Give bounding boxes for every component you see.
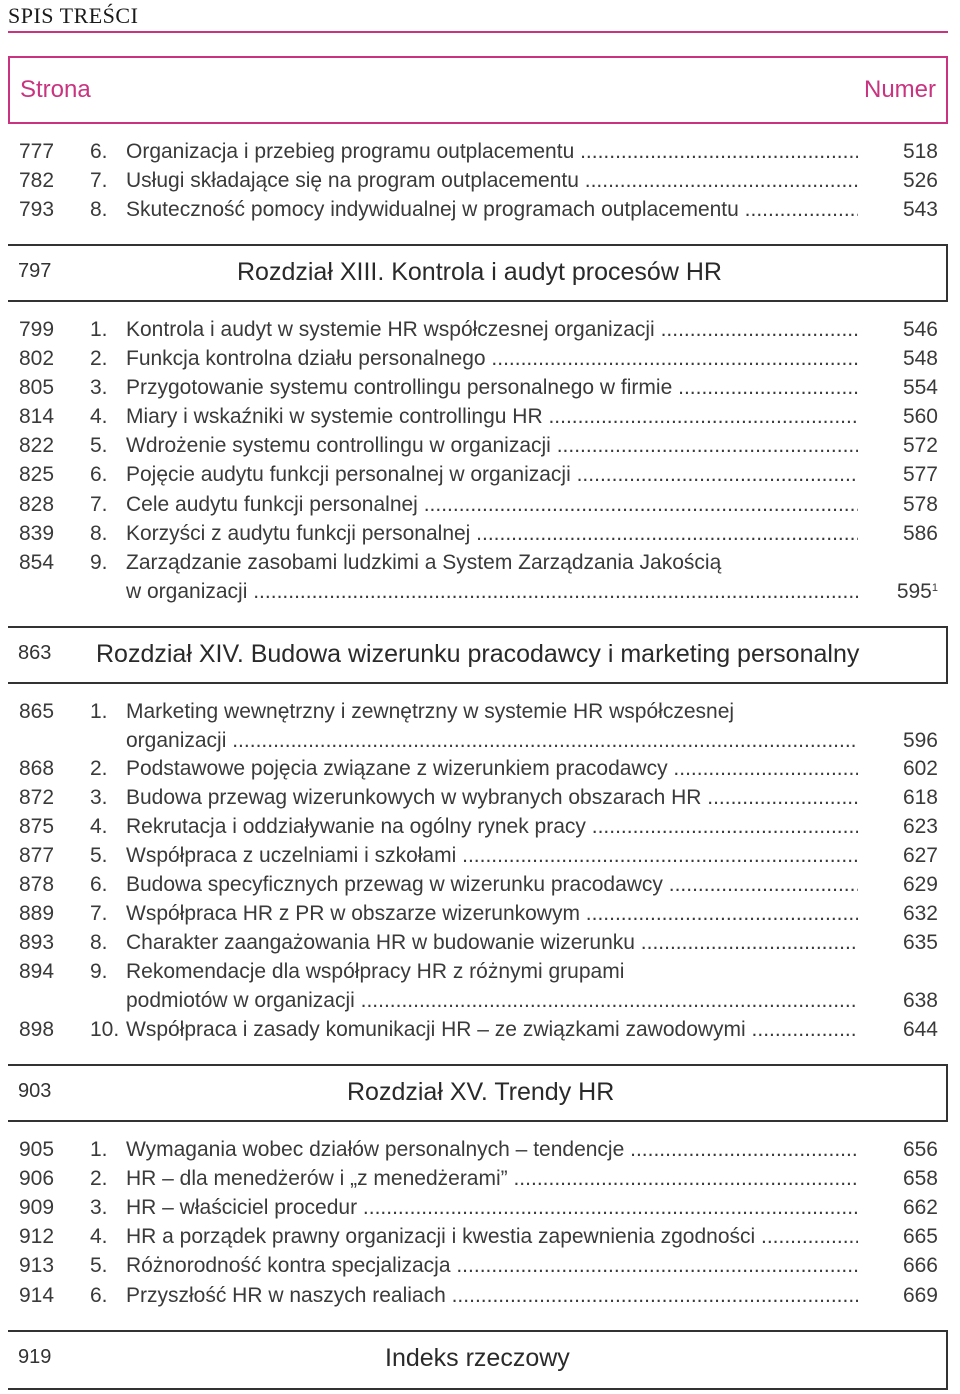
entry-title: Marketing wewnętrzny i zewnętrzny w systemie HR współczesnej bbox=[126, 700, 735, 723]
entry-strona: 822 bbox=[19, 434, 55, 457]
entry-strona: 878 bbox=[19, 873, 55, 896]
entry-numer: 554 bbox=[902, 376, 938, 399]
entry-numer: 618 bbox=[902, 786, 938, 809]
toc-entry-continuation[interactable] bbox=[0, 989, 960, 1018]
entry-index: 1. bbox=[90, 700, 108, 723]
toc-entry-continuation[interactable] bbox=[0, 580, 960, 609]
entry-title: Budowa przewag wizerunkowych w wybranych obszarach HR ..... bbox=[126, 786, 858, 810]
toc-entry[interactable] bbox=[0, 1284, 960, 1313]
entry-index: 6. bbox=[90, 873, 108, 896]
toc-entry[interactable] bbox=[0, 140, 960, 169]
entry-title: Współpraca HR z PR w obszarze wizerunkowym ..... bbox=[126, 902, 858, 926]
entry-strona: 889 bbox=[19, 902, 55, 925]
entry-strona: 905 bbox=[19, 1138, 55, 1161]
chapter-page-number: 903 bbox=[18, 1080, 52, 1102]
entry-index: 2. bbox=[90, 1167, 108, 1190]
entry-index: 8. bbox=[90, 198, 108, 221]
entry-index: 7. bbox=[90, 169, 108, 192]
entry-title-continued: w organizacji ..... bbox=[126, 580, 858, 604]
toc-entry[interactable] bbox=[0, 1167, 960, 1196]
entry-strona: 799 bbox=[19, 318, 55, 341]
entry-strona: 805 bbox=[19, 376, 55, 399]
entry-index: 10. bbox=[90, 1018, 120, 1041]
chapter-page-number: 919 bbox=[18, 1346, 52, 1368]
entry-strona: 875 bbox=[19, 815, 55, 838]
chapter-heading bbox=[8, 1330, 948, 1390]
entry-numer bbox=[903, 729, 938, 753]
entry-numer: 644 bbox=[902, 1018, 938, 1041]
entry-title: HR a porządek prawny organizacji i kwestia zapewnienia zgodności ..... bbox=[126, 1225, 858, 1249]
entry-numer: 658 bbox=[902, 1167, 938, 1190]
entry-numer bbox=[903, 989, 938, 1013]
entry-title: Organizacja i przebieg programu outplacementu ..... bbox=[126, 140, 858, 164]
entry-numer: 665 bbox=[902, 1225, 938, 1248]
entry-numer-value: 638 bbox=[902, 989, 938, 1012]
entry-index: 7. bbox=[90, 902, 108, 925]
entry-strona: 814 bbox=[19, 405, 55, 428]
header-strona: Strona bbox=[20, 76, 91, 103]
toc-entry[interactable] bbox=[0, 1254, 960, 1283]
entry-title: Budowa specyficznych przewag w wizerunku pracodawcy ..... bbox=[126, 873, 858, 897]
entry-index: 3. bbox=[90, 1196, 108, 1219]
entry-numer-value: 595 bbox=[896, 580, 932, 603]
entry-title: Pojęcie audytu funkcji personalnej w organizacji ..... bbox=[126, 463, 858, 487]
entry-title: Rekrutacja i oddziaływanie na ogólny rynek pracy ..... bbox=[126, 815, 858, 839]
entry-title: Wdrożenie systemu controllingu w organizacji ..... bbox=[126, 434, 858, 458]
entry-title: HR – właściciel procedur ..... bbox=[126, 1196, 858, 1220]
toc-entry[interactable] bbox=[0, 169, 960, 198]
entry-numer: 518 bbox=[902, 140, 938, 163]
entry-title: Współpraca z uczelniami i szkołami ..... bbox=[126, 844, 858, 868]
entry-index: 9. bbox=[90, 960, 108, 983]
entry-title: Cele audytu funkcji personalnej ..... bbox=[126, 493, 858, 517]
entry-strona: 914 bbox=[19, 1284, 55, 1307]
entry-title-continued: podmiotów w organizacji ..... bbox=[126, 989, 858, 1013]
entry-strona: 777 bbox=[19, 140, 55, 163]
column-header bbox=[8, 56, 948, 124]
entry-numer: 602 bbox=[902, 757, 938, 780]
entry-title: Podstawowe pojęcia związane z wizerunkiem pracodawcy ..... bbox=[126, 757, 858, 781]
toc-entry[interactable] bbox=[0, 700, 960, 729]
entry-numer: 560 bbox=[902, 405, 938, 428]
entry-numer: 662 bbox=[902, 1196, 938, 1219]
entry-numer: 543 bbox=[902, 198, 938, 221]
entry-numer: 629 bbox=[902, 873, 938, 896]
entry-index: 6. bbox=[90, 463, 108, 486]
chapter-page-number: 863 bbox=[18, 642, 52, 664]
entry-index: 2. bbox=[90, 757, 108, 780]
toc-entry[interactable] bbox=[0, 815, 960, 844]
entry-index: 4. bbox=[90, 1225, 108, 1248]
toc-entry[interactable] bbox=[0, 551, 960, 580]
entry-index: 9. bbox=[90, 551, 108, 574]
toc-entry[interactable] bbox=[0, 405, 960, 434]
toc-entry[interactable] bbox=[0, 522, 960, 551]
entry-index: 5. bbox=[90, 1254, 108, 1277]
entry-numer: 623 bbox=[902, 815, 938, 838]
chapter-page-number: 797 bbox=[18, 260, 52, 282]
entry-strona: 906 bbox=[19, 1167, 55, 1190]
entry-index: 6. bbox=[90, 1284, 108, 1307]
entry-strona: 898 bbox=[19, 1018, 55, 1041]
toc-entry[interactable] bbox=[0, 1018, 960, 1047]
entry-title: Funkcja kontrolna działu personalnego ..... bbox=[126, 347, 858, 371]
entry-strona: 872 bbox=[19, 786, 55, 809]
title-rule bbox=[8, 31, 948, 33]
entry-index: 4. bbox=[90, 405, 108, 428]
entry-title: Miary i wskaźniki w systemie controllingu HR ..... bbox=[126, 405, 858, 429]
page-title: SPIS TREŚCI bbox=[8, 3, 139, 28]
entry-index: 5. bbox=[90, 844, 108, 867]
chapter-title[interactable]: Rozdział XIII. Kontrola i audyt procesów HR bbox=[237, 258, 722, 286]
entry-strona: 828 bbox=[19, 493, 55, 516]
entry-strona: 839 bbox=[19, 522, 55, 545]
entry-numer-value: 596 bbox=[902, 729, 938, 752]
toc-entry[interactable] bbox=[0, 376, 960, 405]
entry-strona: 793 bbox=[19, 198, 55, 221]
toc-entry[interactable] bbox=[0, 931, 960, 960]
entry-numer bbox=[897, 580, 938, 604]
entry-title: HR – dla menedżerów i „z menedżerami” ..... bbox=[126, 1167, 858, 1191]
entry-title: Przygotowanie systemu controllingu personalnego w firmie ..... bbox=[126, 376, 858, 400]
entry-numer: 666 bbox=[902, 1254, 938, 1277]
entry-index: 6. bbox=[90, 140, 108, 163]
entry-index: 3. bbox=[90, 786, 108, 809]
entry-strona: 912 bbox=[19, 1225, 55, 1248]
entry-index: 1. bbox=[90, 1138, 108, 1161]
entry-numer: 546 bbox=[902, 318, 938, 341]
toc-entry[interactable] bbox=[0, 318, 960, 347]
header-numer: Numer bbox=[863, 76, 936, 103]
entry-title: Przyszłość HR w naszych realiach ..... bbox=[126, 1284, 858, 1308]
entry-numer: 656 bbox=[902, 1138, 938, 1161]
toc-entry[interactable] bbox=[0, 902, 960, 931]
entry-footnote-mark: 1 bbox=[931, 582, 938, 594]
toc-entry[interactable] bbox=[0, 493, 960, 522]
entry-index: 8. bbox=[90, 931, 108, 954]
chapter-heading bbox=[8, 626, 948, 684]
entry-index: 4. bbox=[90, 815, 108, 838]
toc-entry[interactable] bbox=[0, 434, 960, 463]
entry-strona: 913 bbox=[19, 1254, 55, 1277]
entry-strona: 825 bbox=[19, 463, 55, 486]
entry-title: Współpraca i zasady komunikacji HR – ze związkami zawodowymi ..... bbox=[126, 1018, 858, 1042]
entry-strona: 854 bbox=[19, 551, 55, 574]
toc-entry-continuation[interactable] bbox=[0, 729, 960, 758]
entry-title: Skuteczność pomocy indywidualnej w programach outplacementu ..... bbox=[126, 198, 858, 222]
entry-numer: 669 bbox=[902, 1284, 938, 1307]
entry-numer: 577 bbox=[902, 463, 938, 486]
entry-strona: 893 bbox=[19, 931, 55, 954]
entry-numer: 586 bbox=[902, 522, 938, 545]
toc-entry[interactable] bbox=[0, 198, 960, 227]
entry-numer: 635 bbox=[902, 931, 938, 954]
toc-entry[interactable] bbox=[0, 844, 960, 873]
chapter-title[interactable]: Rozdział XV. Trendy HR bbox=[347, 1078, 615, 1106]
entry-numer: 627 bbox=[902, 844, 938, 867]
entry-title: Rekomendacje dla współpracy HR z różnymi grupami bbox=[126, 960, 625, 983]
chapter-title[interactable]: Indeks rzeczowy bbox=[385, 1344, 570, 1372]
entry-title: Zarządzanie zasobami ludzkimi a System Zarządzania Jakością bbox=[126, 551, 722, 574]
entry-index: 1. bbox=[90, 318, 108, 341]
chapter-heading bbox=[8, 244, 948, 302]
toc-entry[interactable] bbox=[0, 786, 960, 815]
toc-entry[interactable] bbox=[0, 463, 960, 492]
entry-strona: 802 bbox=[19, 347, 55, 370]
toc-entry[interactable] bbox=[0, 873, 960, 902]
chapter-heading bbox=[8, 1064, 948, 1122]
toc-entry[interactable] bbox=[0, 960, 960, 989]
toc-entry[interactable] bbox=[0, 347, 960, 376]
toc-entry[interactable] bbox=[0, 1138, 960, 1167]
toc-entry[interactable] bbox=[0, 1196, 960, 1225]
entry-index: 3. bbox=[90, 376, 108, 399]
entry-strona: 868 bbox=[19, 757, 55, 780]
entry-title: Korzyści z audytu funkcji personalnej ..... bbox=[126, 522, 858, 546]
entry-numer: 526 bbox=[902, 169, 938, 192]
chapter-title[interactable]: Rozdział XIV. Budowa wizerunku pracodawcy i marketing personalny bbox=[96, 640, 860, 668]
entry-strona: 782 bbox=[19, 169, 55, 192]
entry-index: 8. bbox=[90, 522, 108, 545]
entry-index: 7. bbox=[90, 493, 108, 516]
entry-index: 5. bbox=[90, 434, 108, 457]
entry-index: 2. bbox=[90, 347, 108, 370]
entry-title: Usługi składające się na program outplacementu ..... bbox=[126, 169, 858, 193]
entry-numer: 572 bbox=[902, 434, 938, 457]
toc-entry[interactable] bbox=[0, 757, 960, 786]
entry-strona: 865 bbox=[19, 700, 55, 723]
entry-numer: 632 bbox=[902, 902, 938, 925]
entry-numer: 548 bbox=[902, 347, 938, 370]
entry-strona: 909 bbox=[19, 1196, 55, 1219]
entry-title: Wymagania wobec działów personalnych – tendencje ..... bbox=[126, 1138, 858, 1162]
entry-title-continued: organizacji ..... bbox=[126, 729, 858, 753]
entry-strona: 877 bbox=[19, 844, 55, 867]
entry-numer: 578 bbox=[902, 493, 938, 516]
toc-entry[interactable] bbox=[0, 1225, 960, 1254]
entry-strona: 894 bbox=[19, 960, 55, 983]
entry-title: Kontrola i audyt w systemie HR współczesnej organizacji ..... bbox=[126, 318, 858, 342]
entry-title: Charakter zaangażowania HR w budowanie wizerunku ..... bbox=[126, 931, 858, 955]
entry-title: Różnorodność kontra specjalizacja ..... bbox=[126, 1254, 858, 1278]
